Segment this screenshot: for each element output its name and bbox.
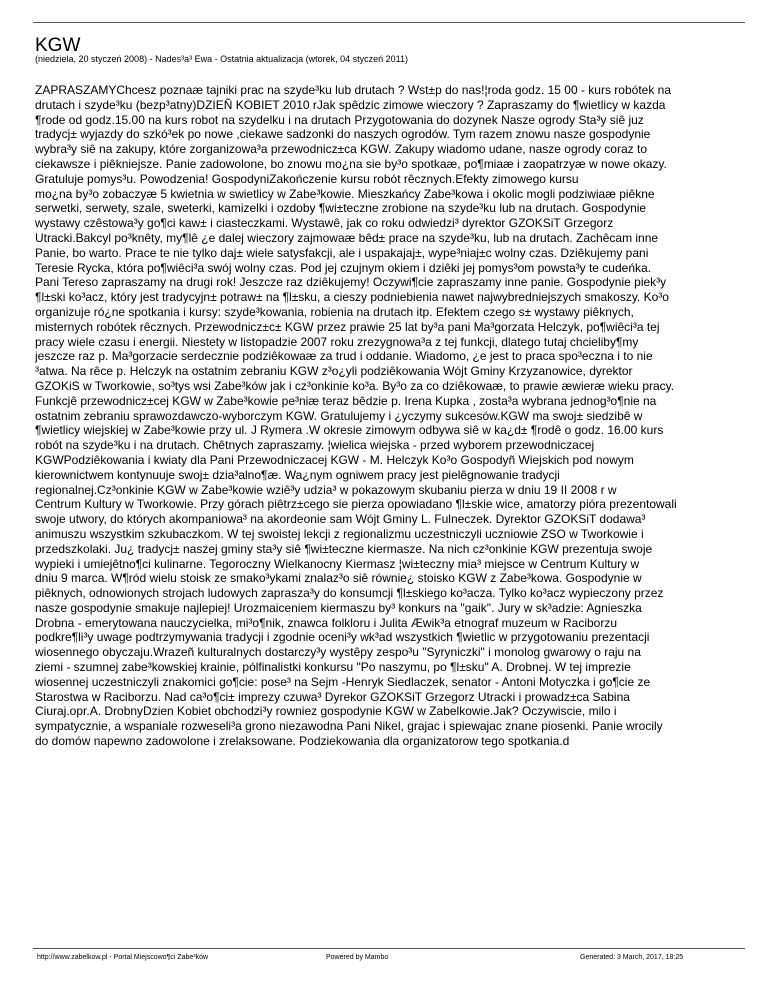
body-line: kierownictwem kontynuuje swoj± dzia³alno¶æ. Wa¿nym ogniwem pracy jest pielêgnowanie tradycji xyxy=(35,467,560,482)
article-meta: (niedziela, 20 styczeń 2008) - Nades³a³ Ewa - Ostatnia aktualizacja (wtorek, 04 styczeń 2011) xyxy=(35,54,409,64)
body-line: Centrum Kultury w Tworkowie. Przy górach piêtrz±cego sie pierza opowiadano ¶l±skie wice, amatorzy pióra prezentowali xyxy=(35,497,677,512)
body-line: do domów napewno zadowolone i zrelaksowane. Podziekowania dla organizatorow tego spotkania.d xyxy=(35,734,570,749)
body-line: ziemi - szumnej zabe³kowskiej krainie, pólfinalistki konkursu "Po naszymu, po ¶l±sku" A. Drobnej. W tej imprezie xyxy=(35,660,631,675)
body-line: ostatnim zebraniu sprawozdawczo-wyborczym KGW. Gratulujemy i ¿yczymy sukcesów.KGW ma swoj± siedzibê w xyxy=(35,408,643,423)
body-line: mo¿na by³o zobaczyæ 5 kwietnia w swietlicy w Zabe³kowie. Mieszkańcy Zabe³kowa i okolic mogli podziwiaæ piêkne xyxy=(35,186,655,201)
top-divider xyxy=(33,22,745,23)
footer-powered-by: Powered by Mambo xyxy=(326,954,389,961)
body-line: wystawy czêstowa³y go¶ci kaw± i ciasteczkami. Wystawê, jak co roku odwiedzi³ dyrektor GZOKSiT Grzegorz xyxy=(35,216,614,231)
body-line: ciekawsze i piêkniejsze. Panie zadowolone, bo znowu mo¿na sie by³o spotkaæ, po¶miaæ i zaopatrzyæ w nowe okazy. xyxy=(35,156,667,171)
body-line: animuszu wszystkim szkubaczkom. W tej swoistej lekcji z regionalizmu uczestniczyli uczniowie ZSO w Tworkowie i xyxy=(35,526,644,541)
body-line: robót na szyde³ku i na drutach. Chêtnych zapraszamy. ¦wielica wiejska - przed wyborem przewodniczacej xyxy=(35,438,595,453)
body-line: Teresie Rycka, która po¶wiêci³a swój wolny czas. Pod jej czujnym okiem i dziêki jej pomys³om powsta³y te cudeńka. xyxy=(35,260,652,275)
body-line: nasze gospodynie smakuje najlepiej! Urozmaiceniem kiermaszu by³ konkurs na "gaik". Jury w sk³adzie: Agnieszka xyxy=(35,600,642,615)
body-line: piêknych, odnowionych strojach ludowych zaprasza³y do konsumcji ¶l±skiego ko³acza. Tylko ko³acz wypieczony przez xyxy=(35,586,664,601)
body-line: wybra³y siê na zakupy, które zorganizowa³a przewodnicz±ca KGW. Zakupy wiadomo udane, nasze ogrody coraz to xyxy=(35,142,647,157)
body-line: sympatycznie, a wspaniale rozweseli³a grono niezawodna Pani Nikel, grajac i spiewajac znane piosenki. Panie wrocily xyxy=(35,719,663,734)
body-line: Panie, bo warto. Prace te nie tylko daj± wiele satysfakcji, ale i uspakajaj±, wype³niaj±c wolny czas. Dziêkujemy pani xyxy=(35,245,649,260)
body-line: pracy wiele czasu i energii. Niestety w listopadzie 2007 roku zrezygnowa³a z tej funkcji, dlatego tutaj chcieliby¶my xyxy=(35,334,639,349)
body-line: GZOKiS w Tworkowie, so³tys wsi Zabe³ków jak i cz³onkinie ko³a. By³o za co dziêkowaæ, to prawie æwieræ wieku pracy. xyxy=(35,378,675,393)
body-line: Funkcjê przewodnicz±cej KGW w Zabe³kowie pe³niæ teraz bêdzie p. Irena Kupka , zosta³a wybrana jednog³o¶nie na xyxy=(35,393,657,408)
body-line: Gratuluje pomys³u. Powodzenia! GospodyniZakończenie kursu robót rêcznych.Efekty zimowego kursu xyxy=(35,171,579,186)
body-line: KGWPodziêkowania i kwiaty dla Pani Przewodniczacej KGW - M. Helczyk Ko³o Gospodyñ Wiejskich pod nowym xyxy=(35,452,634,467)
body-line: ZAPRASZAMYChcesz poznaæ tajniki prac na szyde³ku lub drutach ? Wst±p do nas!¦roda godz. 15 00 - kurs robótek na xyxy=(35,83,672,97)
body-line: regionalnej.Cz³onkinie KGW w Zabe³kowie wziê³y udzia³ w pokazowym skubaniu pierza w dniu 19 II 2008 r w xyxy=(35,482,617,497)
body-line: Drobna - emerytowana nauczycielka, mi³o¶nik, znawca folkloru i Julita Æwik³a etnograf muzeum w Raciborzu xyxy=(35,615,618,630)
body-line: Pani Tereso zapraszamy na drugi rok! Jeszcze raz dziêkujemy! Oczywi¶cie zapraszamy inne panie. Gospodynie piek³y xyxy=(35,275,667,290)
body-line: Utracki.Bakcyl po³knêty, my¶lê ¿e dalej wieczory zajmowaæ bêd± prace na szyde³ku, lub na drutach. Zachêcam inne xyxy=(35,230,659,245)
body-line: jeszcze raz p. Ma³gorzacie serdecznie podziêkowaæ za trud i oddanie. Wiadomo, ¿e jest to praca spo³eczna i to nie xyxy=(35,349,653,364)
body-line: ¶wietlicy wiejskiej w Zabe³kowie przy ul. J Rymera .W okresie zimowym odbywa siê w ka¿d± ¶rodê o godz. 16.00 kurs xyxy=(35,423,664,438)
body-line: swoje utwory, do których akompaniowa³ na akordeonie sam Wójt Gminy L. Fulneczek. Dyrektor GZOKSiT dodawa³ xyxy=(35,512,646,527)
body-line: przedszkolaki. Ju¿ tradycj± naszej gminy sta³y siê ¶wi±teczne kiermasze. Na nich cz³onkinie KGW prezentuja swoje xyxy=(35,541,653,556)
body-line: wiosennego obyczaju.Wrazeñ kulturalnych dostarczy³y wystêpy zespo³u "Syryniczki" i monolog gwarowy o raju na xyxy=(35,645,641,660)
body-line: podkre¶li³y uwage podtrzymywania tradycji i zgodnie oceni³y wk³ad wszystkich ¶wietlic w przygotowaniu prezentacji xyxy=(35,630,650,645)
footer-site-url: http://www.zabelkow.pl - Portal Miejscowo¶ci Zabe³ków xyxy=(37,954,209,961)
body-line: drutach i szyde³ku (bezp³atny)DZIEÑ KOBIET 2010 rJak spêdzic zimowe wieczory ? Zapraszamy do ¶wietlicy w kazda xyxy=(35,97,666,112)
body-line: Starostwa w Raciborzu. Nad ca³o¶ci± imprezy czuwa³ Dyrekor GZOKSiT Grzegorz Utracki i prowadz±ca Sabina xyxy=(35,689,630,704)
page-title: KGW xyxy=(35,35,81,56)
body-line: misternych robótek rêcznych. Przewodnicz±c± KGW przez prawie 25 lat by³a pani Ma³gorzata Helczyk, po¶wiêci³a tej xyxy=(35,319,660,334)
body-line: wiosennej uczestniczyli znakomici go¶cie: pose³ na Sejm -Henryk Siedlaczek, senator - Antoni Motyczka i go¶cie ze xyxy=(35,674,651,689)
body-line: wypieki i umiejêtno¶ci kulinarne. Tegoroczny Wielkanocny Kiermasz ¦wi±teczny mia³ miejsce w Centrum Kultury w xyxy=(35,556,640,571)
body-line: tradycj± wyjazdy do szkó³ek po nowe ,ciekawe sadzonki do naszych ogrodów. Tym razem znowu nasze gospodynie xyxy=(35,127,651,142)
body-line: dniu 9 marca. W¶ród wielu stoisk ze smako³ykami znalaz³o siê równie¿ stoisko KGW z Zabe³kowa. Gospodynie w xyxy=(35,571,642,586)
footer-generated-date: Generated: 3 March, 2017, 18:25 xyxy=(580,954,684,961)
bottom-divider xyxy=(33,948,745,949)
body-line: organizuje ró¿ne spotkania i kursy: szyde³kowania, robienia na drutach itp. Efektem czego s± wystawy piêknych, xyxy=(35,304,634,319)
body-line: ¶l±ski ko³acz, który jest tradycyjn± potraw± na ¶l±sku, a cieszy podniebienia nawet najwybredniejszych smakoszy. Ko³o xyxy=(35,290,669,305)
body-line: ¶rode od godz.15.00 na kurs robot na szydelku i na drutach Przygotowania do dozynek Nasze ogrody Sta³y siê juz xyxy=(35,112,644,127)
article-body xyxy=(35,83,747,749)
body-line: ³atwa. Na rêce p. Helczyk na ostatnim zebraniu KGW z³o¿yli podziêkowania Wójt Gminy Krzyzanowice, dyrektor xyxy=(35,364,633,379)
body-line: Ciuraj.opr.A. DrobnyDzien Kobiet obchodzi³y rowniez gospodynie KGW w Zabelkowie.Jak? Oczywiscie, milo i xyxy=(35,704,617,719)
body-line: serwetki, serwety, szale, sweterki, kamizelki i ozdoby ¶wi±teczne zrobione na szyde³ku lub na drutach. Gospodynie xyxy=(35,201,647,216)
